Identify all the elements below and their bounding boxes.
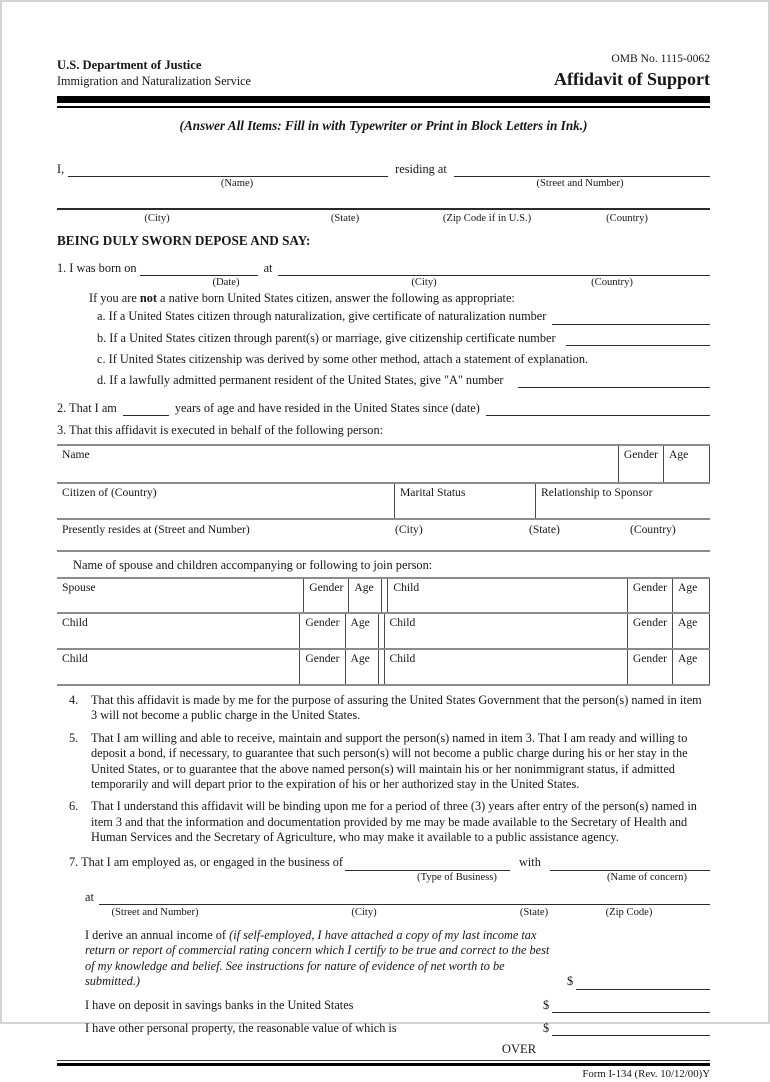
footer-thick-rule: [57, 1063, 710, 1066]
child5-name-cell[interactable]: [385, 650, 627, 684]
item1-condition-bold: not: [139, 291, 157, 306]
employer-street-caption: (Street and Number): [111, 907, 199, 919]
item5: [57, 731, 710, 792]
business-type-line[interactable]: [345, 857, 510, 871]
child4-age-cell[interactable]: [345, 650, 378, 684]
child2-name-cell[interactable]: [57, 614, 299, 648]
child-label: Child: [62, 616, 88, 630]
birth-country-caption: (Country): [591, 277, 633, 289]
child1-name-cell[interactable]: [388, 579, 627, 612]
business-type-caption: (Type of Business): [417, 871, 497, 883]
item6: [57, 799, 710, 845]
header-thick-rule: [57, 96, 710, 103]
dollar-sign: $: [543, 997, 550, 1012]
item1-condition-pre: If you are: [89, 291, 140, 306]
citizen-of-cell[interactable]: [57, 484, 394, 518]
item1-condition-post: a native born United States citizen, answer the following as appropriate:: [156, 291, 515, 306]
employer-address-line[interactable]: [99, 891, 710, 905]
item1-at: at: [263, 260, 273, 275]
city-caption: (City): [144, 213, 170, 225]
spouse-name-cell[interactable]: [57, 579, 303, 612]
name-input-line[interactable]: [68, 163, 388, 177]
savings-deposit-row: [57, 998, 710, 1013]
address-input-line[interactable]: [57, 208, 710, 210]
over-label: OVER: [501, 1042, 537, 1057]
table-divider: [378, 614, 385, 648]
annual-income-text: [85, 928, 555, 989]
item5-text: That I am willing and able to receive, maintain and support the person(s) named in item 3. That I am ready and willing to deposit a bond, if necessary, to guarantee that such person(s) will not become a public charge during his or her stay in the United States, or to guarantee that the above named person(s) will maintain his or her nonimmigrant status, if admitted temporarily and will depart prior to the expiration of his or her authorized stay in the United States.: [91, 730, 688, 791]
family-heading: Name of spouse and children accompanying or following to join person:: [73, 557, 433, 572]
resides-state-header: (State): [529, 522, 560, 536]
age-header: Age: [678, 652, 698, 666]
marital-status-header: Marital Status: [400, 485, 466, 499]
child1-gender-cell[interactable]: [627, 579, 672, 612]
resides-country-header: (Country): [630, 522, 676, 536]
age-header: Age: [678, 581, 698, 595]
name-caption: (Name): [220, 178, 254, 190]
naturalization-number-line[interactable]: [552, 311, 710, 325]
gender-header: Gender: [309, 581, 344, 595]
relationship-cell[interactable]: [535, 484, 710, 518]
table-divider: [381, 579, 388, 612]
child-label: Child: [389, 652, 416, 666]
state-caption: (State): [330, 213, 360, 225]
concern-name-line[interactable]: [550, 857, 710, 871]
item4-number: 4.: [69, 693, 79, 708]
income-italic-text: (if self-employed, I have attached a copy of my last income tax return or report of commercial rating concern which I certify to be true and correct to the best of my knowledge and belief. See instructions for nature of evidence of net worth to be submitted.): [85, 928, 550, 989]
item2-pre: 2. That I am: [57, 400, 117, 415]
street-caption: (Street and Number): [536, 178, 624, 190]
date-caption: (Date): [212, 277, 240, 289]
gender-header: Gender: [632, 616, 667, 630]
age-line[interactable]: [123, 402, 169, 416]
annual-income-row: [57, 928, 710, 989]
child4-gender-cell[interactable]: [299, 650, 344, 684]
table-divider: [378, 650, 385, 684]
age-header: Age: [669, 447, 689, 461]
gender-header: Gender: [305, 652, 340, 666]
employer-state-caption: (State): [519, 907, 549, 919]
deposit-text: I have on deposit in savings banks in the United States: [85, 997, 354, 1012]
resides-city-header: (City): [395, 522, 423, 536]
item1b-text: b. If a United States citizen through parent(s) or marriage, give citizenship certificate number: [97, 330, 556, 345]
child4-name-cell[interactable]: [57, 650, 299, 684]
beneficiary-gender-cell[interactable]: [618, 446, 663, 482]
item7-at: at: [85, 889, 94, 904]
relationship-header: Relationship to Sponsor: [541, 485, 653, 499]
department-title: U.S. Department of Justice: [57, 58, 202, 73]
marital-status-cell[interactable]: [394, 484, 535, 518]
agency-title: Immigration and Naturalization Service: [57, 74, 251, 89]
item6-text: That I understand this affidavit will be binding upon me for a period of three (3) years after entry of the person(s) named in item 3 and that the information and documentation provided by me may be made available to the Secretary of Health and Human Services and the Secretary of Agriculture, who may make it available to a public assistance agency.: [91, 799, 697, 844]
item1-lead: 1. I was born on: [57, 260, 137, 275]
age-header: Age: [350, 652, 370, 666]
footer-thin-rule: [57, 1060, 710, 1061]
child-label: Child: [393, 581, 420, 595]
annual-income-line[interactable]: [576, 976, 710, 990]
beneficiary-age-cell[interactable]: [663, 446, 710, 482]
child5-age-cell[interactable]: [672, 650, 710, 684]
child-label: Child: [389, 616, 416, 630]
spouse-gender-cell[interactable]: [303, 579, 348, 612]
age-header: Age: [350, 616, 370, 630]
dollar-sign: $: [567, 974, 574, 989]
item1a-text: a. If a United States citizen through naturalization, give certificate of naturalization number: [97, 309, 547, 324]
personal-property-row: [57, 1021, 710, 1036]
resided-since-line[interactable]: [486, 402, 710, 416]
a-number-line[interactable]: [518, 374, 711, 388]
citizenship-certificate-line[interactable]: [566, 332, 710, 346]
form-number: Form I-134 (Rev. 10/12/00)Y: [582, 1068, 710, 1081]
child2-gender-cell[interactable]: [299, 614, 344, 648]
item1c-text: c. If United States citizenship was derived by some other method, attach a statement of explanation.: [97, 352, 589, 367]
employer-zip-caption: (Zip Code): [605, 907, 653, 919]
item5-number: 5.: [69, 730, 79, 745]
spouse-label: Spouse: [62, 581, 96, 595]
concern-caption: (Name of concern): [607, 871, 687, 883]
item7-lead: 7. That I am employed as, or engaged in the business of: [69, 855, 343, 870]
country-caption: (Country): [606, 213, 648, 225]
beneficiary-table: [57, 444, 710, 552]
child5-gender-cell[interactable]: [627, 650, 672, 684]
item3-lead: 3. That this affidavit is executed in behalf of the following person:: [57, 423, 384, 438]
gender-header: Gender: [632, 581, 667, 595]
spouse-age-cell[interactable]: [348, 579, 381, 612]
name-header: Name: [62, 447, 90, 461]
item6-number: 6.: [69, 799, 79, 814]
item4-text: That this affidavit is made by me for the purpose of assuring the United States Government that the person(s) named in item 3 will not become a public charge in the United States.: [91, 693, 702, 723]
omb-number: OMB No. 1115-0062: [611, 52, 710, 65]
item4: [57, 693, 710, 724]
birth-city-caption: (City): [411, 277, 437, 289]
gender-header: Gender: [632, 652, 667, 666]
form-header: [57, 52, 710, 89]
gender-header: Gender: [623, 447, 658, 461]
property-text: I have other personal property, the reasonable value of which is: [85, 1020, 397, 1035]
child2-age-cell[interactable]: [345, 614, 378, 648]
family-table: [57, 577, 710, 686]
child1-age-cell[interactable]: [672, 579, 710, 612]
zip-caption: (Zip Code if in U.S.): [442, 213, 532, 225]
beneficiary-name-cell[interactable]: [57, 446, 618, 482]
form-instruction: (Answer All Items: Fill in with Typewriter or Print in Block Letters in Ink.): [179, 118, 588, 134]
age-header: Age: [678, 616, 698, 630]
gender-header: Gender: [305, 616, 340, 630]
resides-at-cell[interactable]: [57, 520, 710, 552]
citizen-of-header: Citizen of (Country): [62, 485, 157, 499]
item7-with: with: [519, 855, 541, 870]
child3-gender-cell[interactable]: [627, 614, 672, 648]
resides-header: Presently resides at (Street and Number): [62, 522, 250, 536]
child3-name-cell[interactable]: [385, 614, 627, 648]
header-thin-rule: [57, 106, 710, 108]
item2-post: years of age and have resided in the United States since (date): [174, 400, 480, 415]
i-label: I,: [57, 161, 65, 176]
child3-age-cell[interactable]: [672, 614, 710, 648]
deposit-amount-line[interactable]: [552, 999, 710, 1013]
employer-city-caption: (City): [351, 907, 377, 919]
residing-at-label: residing at: [395, 161, 447, 176]
dollar-sign: $: [543, 1020, 550, 1035]
income-pre-text: I derive an annual income of: [85, 928, 230, 943]
property-value-line[interactable]: [552, 1022, 710, 1036]
sworn-statement: BEING DULY SWORN DEPOSE AND SAY:: [57, 233, 311, 249]
item1d-text: d. If a lawfully admitted permanent resident of the United States, give "A" number: [97, 372, 504, 387]
birth-date-line[interactable]: [140, 262, 258, 276]
birth-place-line[interactable]: [278, 262, 710, 276]
street-input-line[interactable]: [454, 163, 710, 177]
item1-condition: [89, 291, 710, 306]
child-label: Child: [62, 652, 88, 666]
age-header: Age: [354, 581, 374, 595]
form-title: Affidavit of Support: [553, 69, 710, 90]
